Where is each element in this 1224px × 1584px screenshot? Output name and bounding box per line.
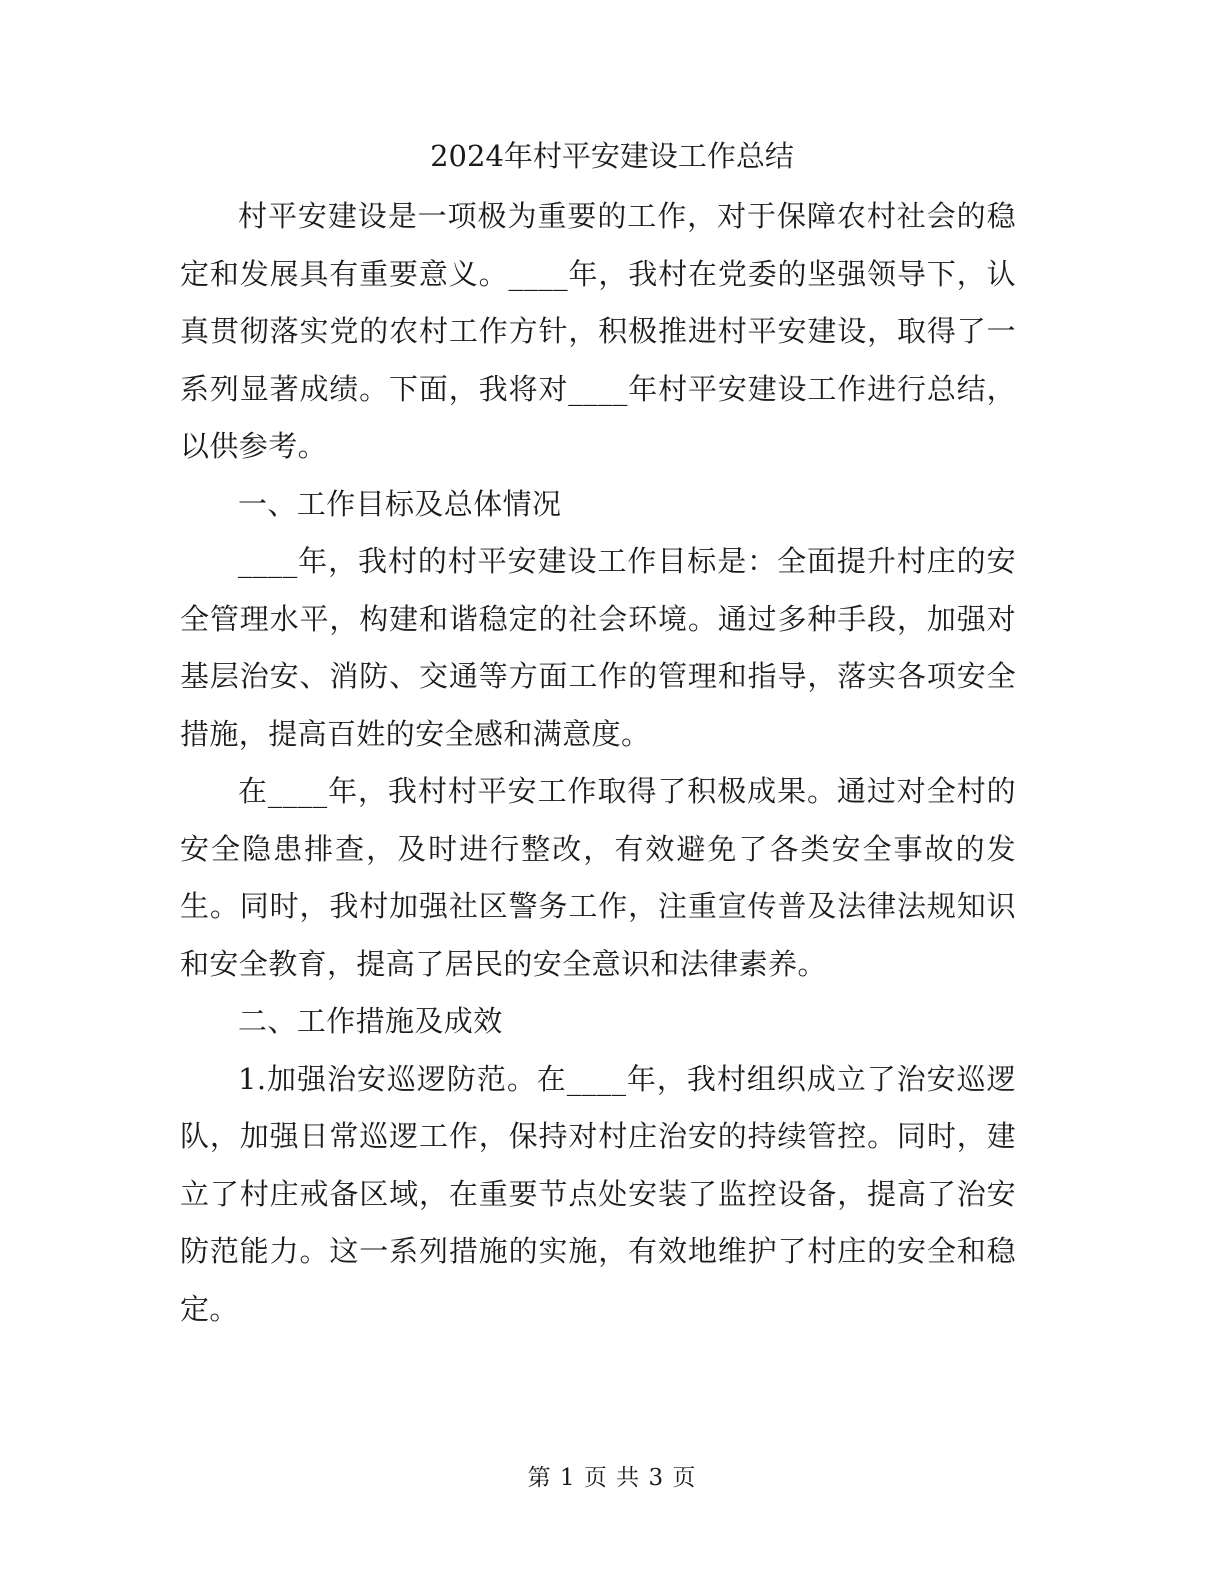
paragraph-results: 在____年，我村村平安工作取得了积极成果。通过对全村的安全隐患排查，及时进行整改，有效避免了各类安全事故的发生。同时，我村加强社区警务工作，注重宣传普及法律法规知识和安全教育，提高了居民的安全意识和法律素养。 (180, 774, 1016, 981)
paragraph-goals: ____年，我村的村平安建设工作目标是：全面提升村庄的安全管理水平，构建和谐稳定的社会环境。通过多种手段，加强对基层治安、消防、交通等方面工作的管理和指导，落实各项安全措施，提高百姓的安全感和满意度。 (180, 544, 1016, 751)
paragraph-measure-1: 1.加强治安巡逻防范。在____年，我村组织成立了治安巡逻队，加强日常巡逻工作，保持对村庄治安的持续管控。同时，建立了村庄戒备区域，在重要节点处安装了监控设备，提高了治安防范能力。这一系列措施的实施，有效地维护了村庄的安全和稳定。 (180, 1061, 1016, 1326)
document-title: 2024年村平安建设工作总结 (430, 139, 794, 173)
section-heading-1: 一、工作目标及总体情况 (238, 486, 562, 521)
document-body (180, 188, 1016, 1338)
paragraph-intro: 村平安建设是一项极为重要的工作，对于保障农村社会的稳定和发展具有重要意义。____年，我村在党委的坚强领导下，认真贯彻落实党的农村工作方针，积极推进村平安建设，取得了一系列显著成绩。下面，我将对____年村平安建设工作进行总结，以供参考。 (180, 199, 1016, 463)
page-footer: 第 1 页 共 3 页 (527, 1465, 697, 1491)
section-heading-2: 二、工作措施及成效 (238, 1004, 503, 1038)
